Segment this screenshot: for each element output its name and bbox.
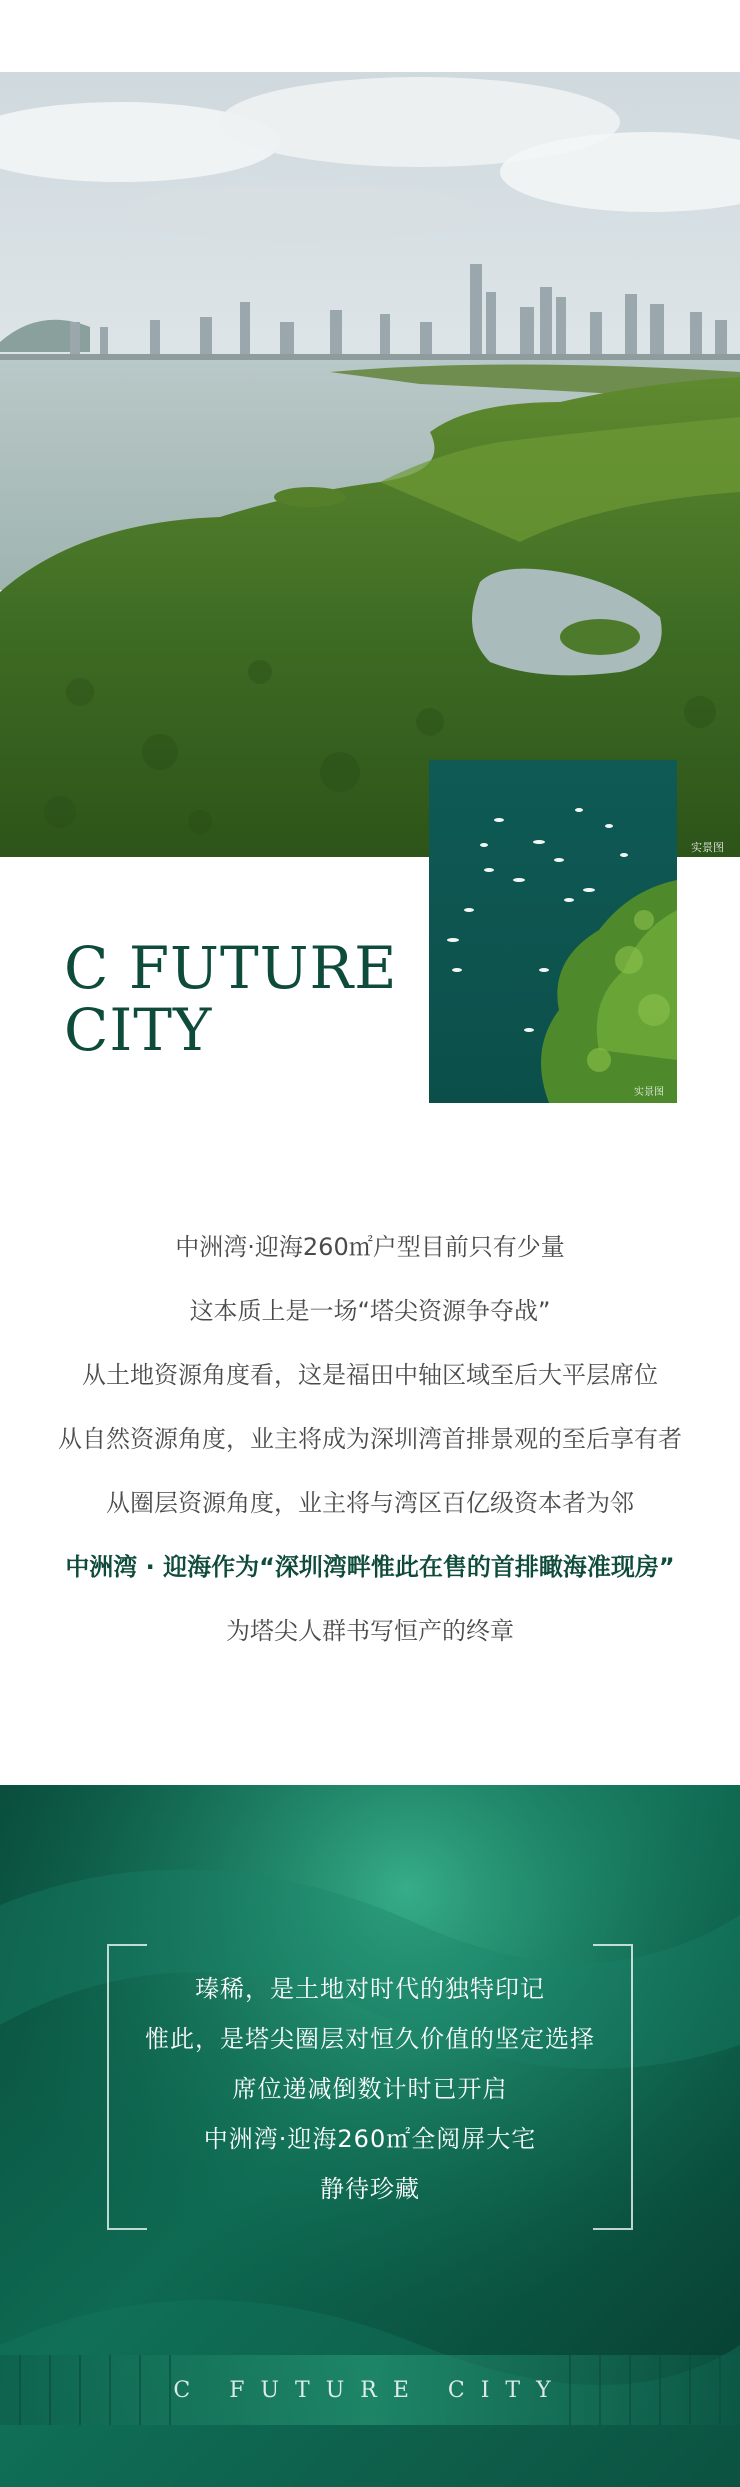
inset-photo-label: 实景图 [634,1087,664,1098]
copy-line: 从自然资源角度，业主将成为深圳湾首排景观的至后享有者 [58,1425,682,1453]
banner-line: 惟此，是塔尖圈层对恒久价值的坚定选择 [145,2025,595,2053]
copy-line: 这本质上是一场“塔尖资源争夺战” [189,1297,551,1325]
banner-line: 瑧稀，是土地对时代的独特印记 [195,1975,545,2003]
hero-landscape-photo [0,72,740,857]
hero-photo-label: 实景图 [691,841,724,854]
banner-tagline: C FUTURE CITY [173,2378,567,2403]
marketing-copy [0,1215,740,1663]
banner-copy [0,1964,740,2214]
inset-birds-photo [429,760,677,1103]
copy-line: 为塔尖人群书写恒产的终章 [226,1617,514,1645]
copy-line: 从土地资源角度看，这是福田中轴区域至后大平层席位 [82,1361,658,1389]
banner-line: 中洲湾·迎海260㎡全阅屏大宅 [203,2125,537,2153]
banner-line: 静待珍藏 [320,2175,420,2203]
copy-highlight-line: 中洲湾 · 迎海作为“深圳湾畔惟此在售的首排瞰海准现房” [65,1553,675,1581]
c-future-city-logo [64,934,404,1064]
logo-line2: CITY [64,996,213,1064]
copy-line: 中洲湾·迎海260㎡户型目前只有少量 [175,1233,565,1261]
logo-line1: C FUTURE [64,934,398,1002]
copy-line: 从圈层资源角度，业主将与湾区百亿级资本者为邻 [106,1489,634,1517]
banner-line: 席位递减倒数计时已开启 [232,2075,508,2103]
